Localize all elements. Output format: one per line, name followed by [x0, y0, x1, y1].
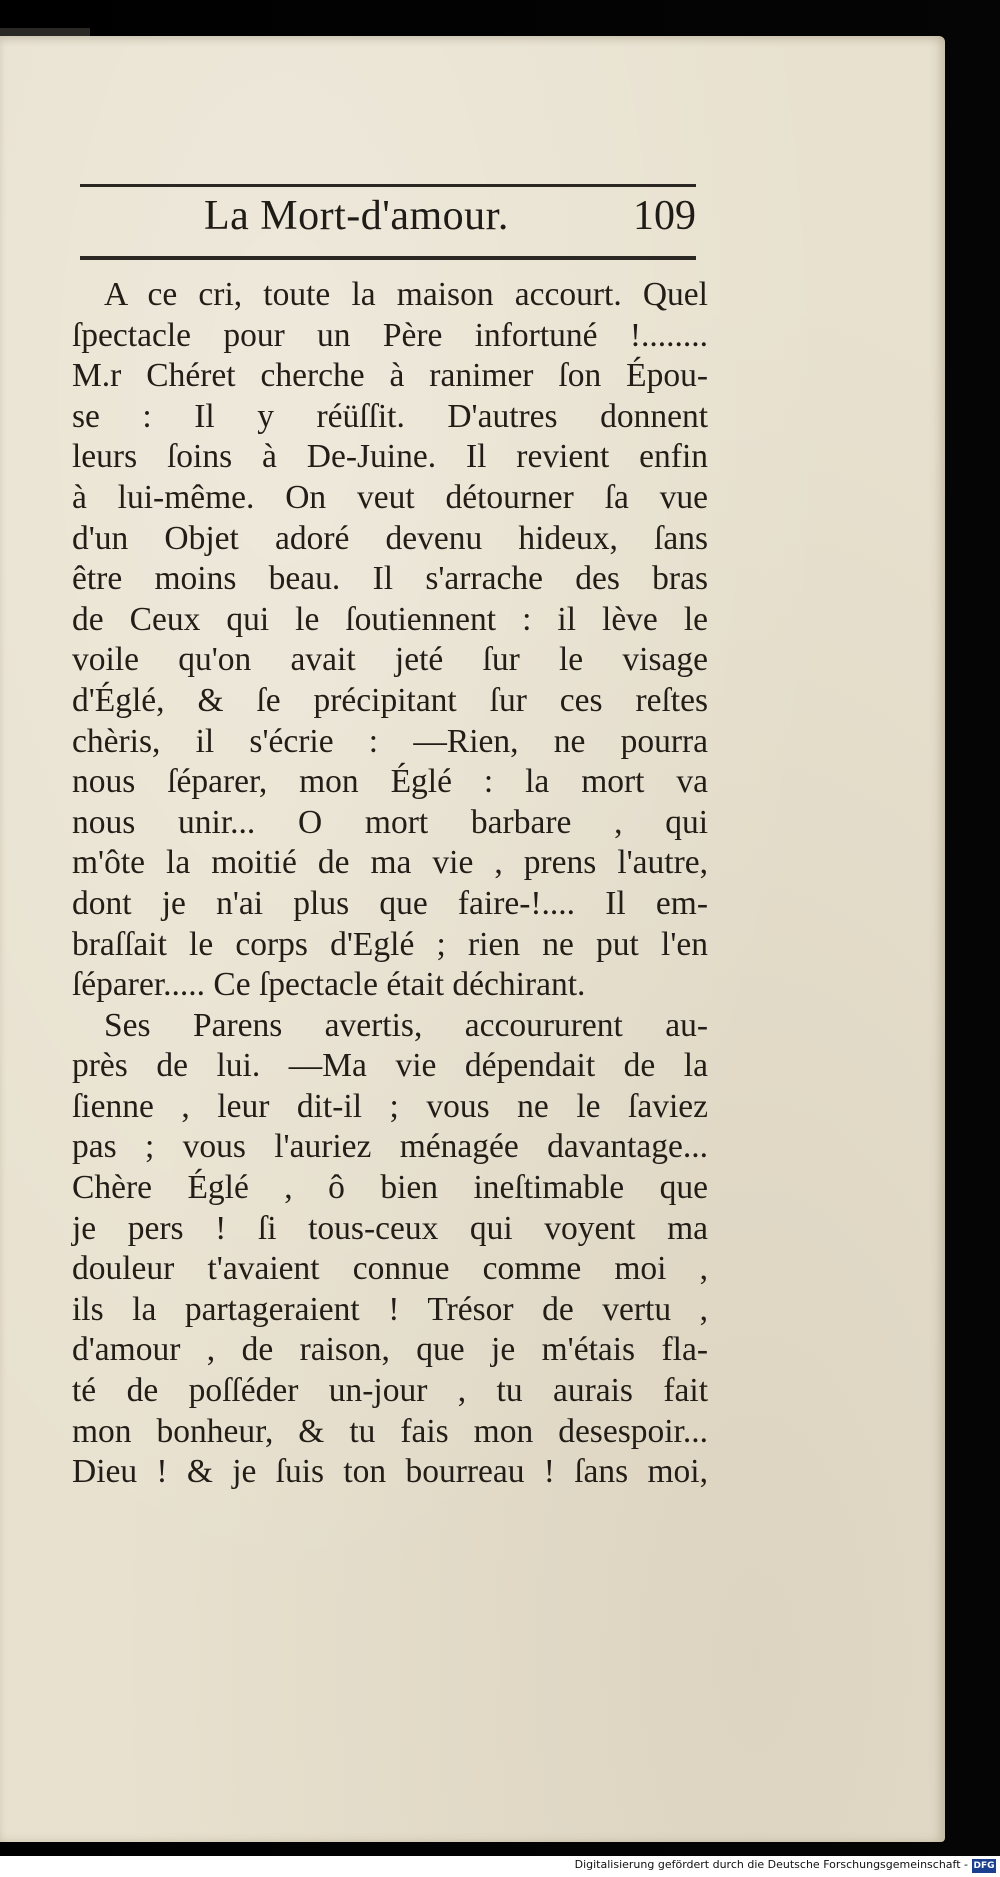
text-line: m'ôte la moitié de ma vie , prens l'autre,: [72, 844, 708, 882]
text-line: se : Il y réüſſit. D'autres donnent: [72, 397, 708, 435]
text-line: de Ceux qui le ſoutiennent : il lève le: [72, 600, 708, 638]
text-line: ſienne , leur dit-il ; vous ne le ſaviez: [72, 1087, 708, 1125]
text-line: Chère Églé , ô bien ineſtimable que: [72, 1169, 708, 1207]
text-line: dont je n'ai plus que faire-!.... Il em-: [72, 884, 708, 922]
text-line: ſéparer..... Ce ſpectacle était déchirant.: [72, 966, 586, 1004]
text-line: ſpectacle pour un Père infortuné !........: [72, 316, 708, 354]
text-line: d'Églé, & ſe précipitant ſur ces reſtes: [72, 681, 708, 719]
text-line: d'amour , de raison, que je m'étais fla-: [72, 1331, 708, 1369]
text-line: braſſait le corps d'Eglé ; rien ne put l'en: [72, 925, 708, 963]
text-line: nous ſéparer, mon Églé : la mort va: [72, 763, 708, 801]
text-line: douleur t'avaient connue comme moi ,: [72, 1250, 708, 1288]
header-rule-bottom: [80, 256, 696, 260]
running-title: La Mort-d'amour.: [204, 193, 509, 239]
funding-credit: Digitalisierung gefördert durch die Deutsche Forschungsgemeinschaft -: [574, 1858, 968, 1871]
text-line: M.r Chéret cherche à ranimer ſon Épou-: [72, 357, 708, 395]
text-line: ils la partageraient ! Trésor de vertu ,: [72, 1290, 708, 1328]
text-line: A ce cri, toute la maison accourt. Quel: [104, 276, 708, 313]
text-line: près de lui. —Ma vie dépendait de la: [72, 1047, 708, 1085]
text-line: à lui-même. On veut détourner ſa vue: [72, 478, 708, 516]
running-head: [80, 190, 696, 246]
text-line: être moins beau. Il s'arrache des bras: [72, 560, 708, 598]
text-line: mon bonheur, & tu fais mon desespoir...: [72, 1412, 708, 1450]
text-line: d'un Objet adoré devenu hideux, ſans: [72, 519, 708, 557]
text-line: leurs ſoins à De-Juine. Il revient enfin: [72, 438, 708, 476]
text-line: Dieu ! & je ſuis ton bourreau ! ſans moi,: [72, 1453, 708, 1491]
text-line: nous unir... O mort barbare , qui: [72, 803, 708, 841]
body-text: [72, 275, 708, 1493]
text-line: chèris, il s'écrie : —Rien, ne pourra: [72, 722, 708, 760]
dfg-logo: DFG: [973, 1861, 995, 1871]
text-line: Ses Parens avertis, accoururent au-: [104, 1006, 708, 1044]
text-line: voile qu'on avait jeté ſur le visage: [72, 641, 708, 679]
header-rule-top: [80, 184, 696, 187]
page-number: 109: [633, 193, 696, 239]
text-line: je pers ! ſi tous-ceux qui voyent ma: [72, 1209, 708, 1247]
text-line: pas ; vous l'auriez ménagée davantage...: [72, 1128, 708, 1166]
digitization-footer: [0, 1856, 1000, 1877]
text-line: té de poſſéder un-jour , tu aurais fait: [72, 1372, 708, 1410]
